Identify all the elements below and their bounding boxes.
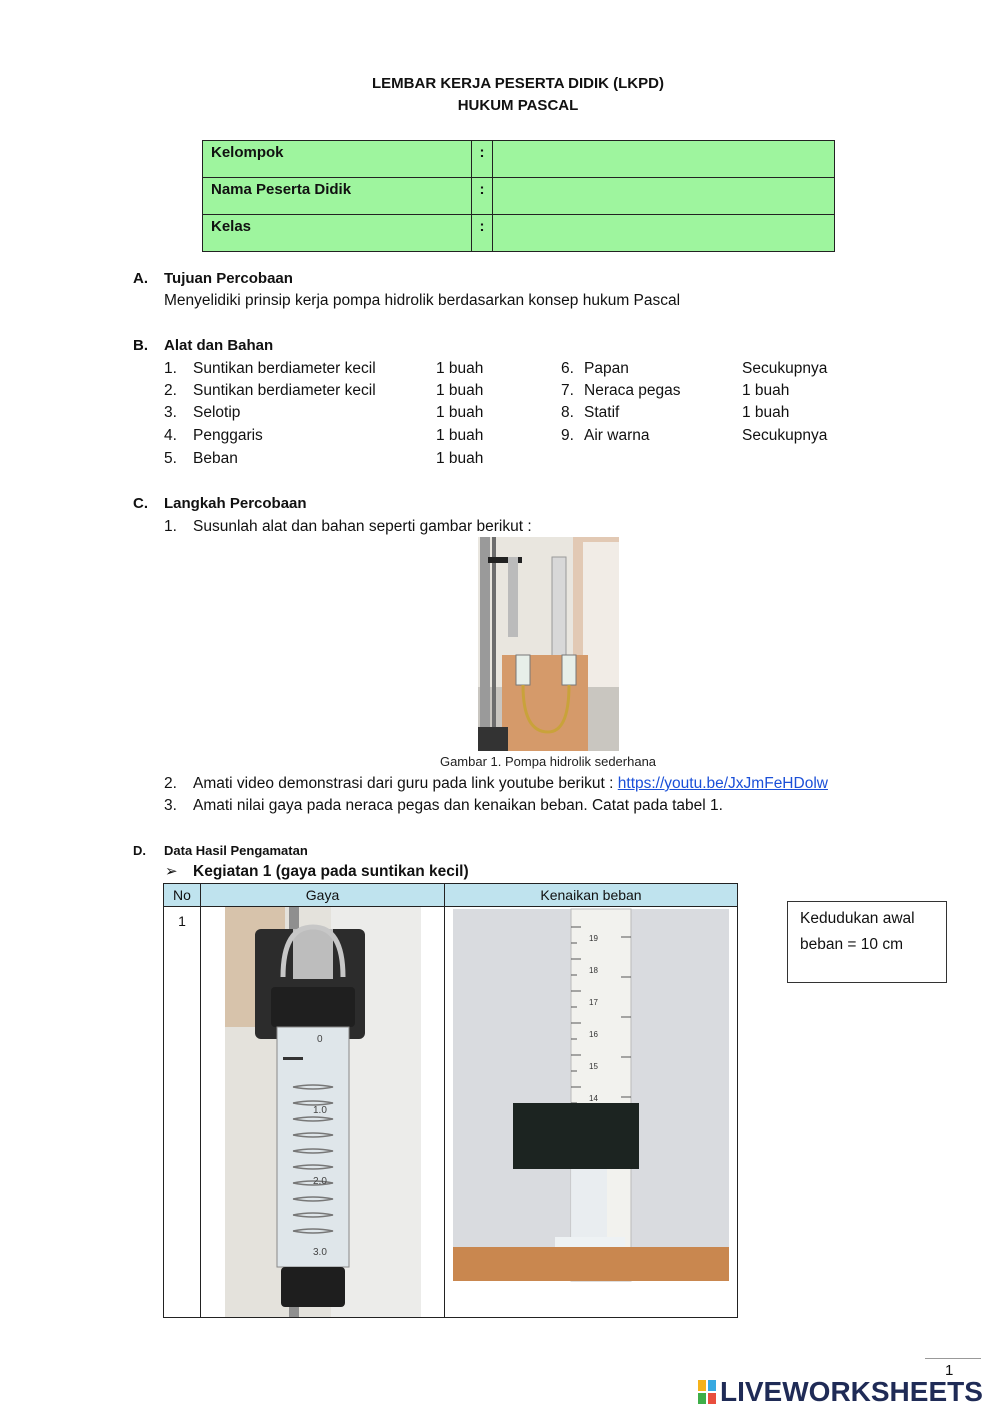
section-d-letter: D. xyxy=(133,843,146,858)
item-name: Beban xyxy=(193,450,238,467)
identity-label: Kelompok xyxy=(203,141,472,178)
table-header-row xyxy=(164,884,738,907)
table-row xyxy=(164,907,738,1318)
identity-row-kelompok xyxy=(203,141,835,178)
item-qty: 1 buah xyxy=(742,382,790,399)
section-c-letter: C. xyxy=(133,495,148,512)
item-name: Neraca pegas xyxy=(584,382,681,399)
ruler-label: 17 xyxy=(589,998,598,1007)
step-number: 3. xyxy=(164,797,177,814)
hydraulic-pump-photo xyxy=(478,537,619,751)
item-number: 2. xyxy=(164,382,177,399)
item-qty: 1 buah xyxy=(436,404,484,421)
section-a-title: Tujuan Percobaan xyxy=(164,270,293,287)
header-kenaikan-beban: Kenaikan beban xyxy=(445,884,738,907)
figure-caption: Gambar 1. Pompa hidrolik sederhana xyxy=(439,754,657,769)
item-qty: 1 buah xyxy=(436,427,484,444)
kelompok-field[interactable] xyxy=(493,141,835,178)
step-number: 2. xyxy=(164,775,177,792)
item-qty: 1 buah xyxy=(436,382,484,399)
section-d-title: Data Hasil Pengamatan xyxy=(164,843,308,858)
identity-row-nama xyxy=(203,178,835,215)
ruler-label: 14 xyxy=(589,1094,598,1103)
item-qty: 1 buah xyxy=(436,360,484,377)
kenaikan-beban-cell xyxy=(445,907,738,1318)
footer-divider xyxy=(925,1358,981,1359)
identity-label: Nama Peserta Didik xyxy=(203,178,472,215)
item-qty: 1 buah xyxy=(436,450,484,467)
item-name: Suntikan berdiameter kecil xyxy=(193,382,376,399)
section-c-title: Langkah Percobaan xyxy=(164,495,307,512)
ruler-label: 19 xyxy=(589,934,598,943)
row-number: 1 xyxy=(164,907,201,1318)
step-1-text: Susunlah alat dan bahan seperti gambar berikut : xyxy=(193,518,532,535)
item-number: 1. xyxy=(164,360,177,377)
item-qty: Secukupnya xyxy=(742,427,828,444)
ruler-label: 16 xyxy=(589,1030,598,1039)
note-line-1: Kedudukan awal xyxy=(800,910,915,927)
identity-row-kelas xyxy=(203,215,835,252)
nama-field[interactable] xyxy=(493,178,835,215)
section-b-letter: B. xyxy=(133,337,148,354)
item-number: 8. xyxy=(561,404,574,421)
item-name: Penggaris xyxy=(193,427,263,444)
item-name: Papan xyxy=(584,360,629,377)
scale-label: 3.0 xyxy=(313,1247,327,1258)
step-2-label: Amati video demonstrasi dari guru pada link youtube berikut : xyxy=(193,775,614,792)
item-name: Statif xyxy=(584,404,620,421)
note-line-2: beban = 10 cm xyxy=(800,936,903,953)
gaya-cell xyxy=(201,907,445,1318)
item-number: 6. xyxy=(561,360,574,377)
observation-table xyxy=(163,883,738,1318)
item-name: Air warna xyxy=(584,427,650,444)
page-title: LEMBAR KERJA PESERTA DIDIK (LKPD) xyxy=(372,75,664,92)
scale-label: 0 xyxy=(317,1034,323,1045)
item-name: Selotip xyxy=(193,404,241,421)
header-no: No xyxy=(164,884,201,907)
page-subtitle: HUKUM PASCAL xyxy=(457,97,579,114)
bullet-arrow-icon: ➢ xyxy=(165,863,178,880)
youtube-link[interactable]: https://youtu.be/JxJmFeHDolw xyxy=(617,775,828,792)
step-2-text xyxy=(193,775,828,793)
section-a-letter: A. xyxy=(133,270,148,287)
item-qty: Secukupnya xyxy=(742,360,828,377)
note-box xyxy=(787,901,947,983)
item-number: 9. xyxy=(561,427,574,444)
identity-table xyxy=(202,140,835,252)
item-qty: 1 buah xyxy=(742,404,790,421)
ruler-load-photo xyxy=(445,907,737,1317)
ruler-label: 15 xyxy=(589,1062,598,1071)
item-number: 3. xyxy=(164,404,177,421)
liveworksheets-logo-icon xyxy=(698,1380,716,1404)
item-number: 5. xyxy=(164,450,177,467)
scale-label: 2.0 xyxy=(313,1176,327,1187)
scale-label: 1.0 xyxy=(313,1105,327,1116)
identity-colon: : xyxy=(472,215,493,252)
kelas-field[interactable] xyxy=(493,215,835,252)
spring-scale-photo xyxy=(201,907,444,1317)
section-b-title: Alat dan Bahan xyxy=(164,337,274,354)
liveworksheets-brand: LIVEWORKSHEETS xyxy=(720,1376,983,1407)
item-number: 4. xyxy=(164,427,177,444)
identity-colon: : xyxy=(472,178,493,215)
step-number: 1. xyxy=(164,518,177,535)
identity-colon: : xyxy=(472,141,493,178)
identity-label: Kelas xyxy=(203,215,472,252)
section-a-text: Menyelidiki prinsip kerja pompa hidrolik berdasarkan konsep hukum Pascal xyxy=(164,292,681,309)
activity-title: Kegiatan 1 (gaya pada suntikan kecil) xyxy=(193,863,469,880)
item-number: 7. xyxy=(561,382,574,399)
page-number: 1 xyxy=(945,1362,954,1379)
header-gaya: Gaya xyxy=(201,884,445,907)
step-3-text: Amati nilai gaya pada neraca pegas dan kenaikan beban. Catat pada tabel 1. xyxy=(193,797,723,814)
item-name: Suntikan berdiameter kecil xyxy=(193,360,376,377)
ruler-label: 18 xyxy=(589,966,598,975)
